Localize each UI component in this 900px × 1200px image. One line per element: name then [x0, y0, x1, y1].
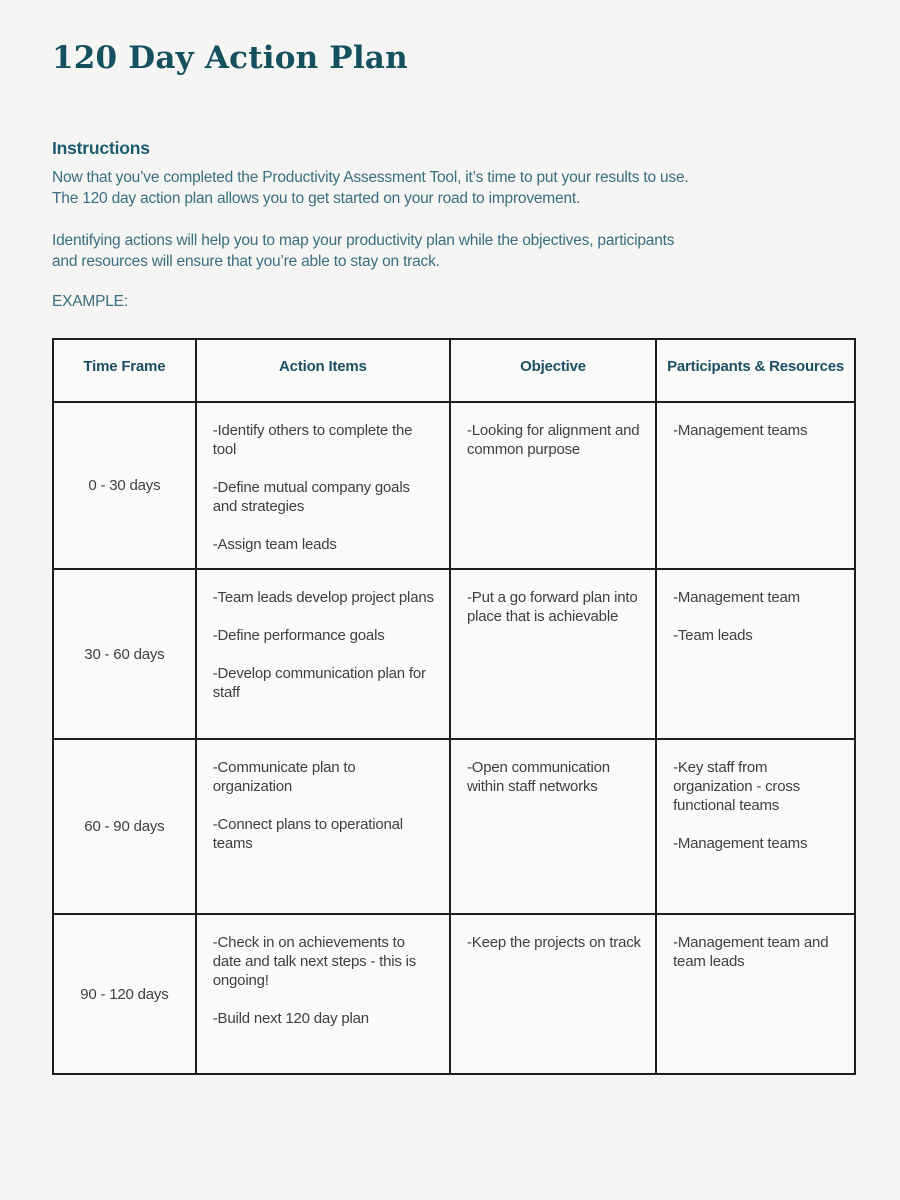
objective-item: -Open communication within staff networks: [466, 759, 610, 795]
action-item: -Check in on achievements to date and talk next steps - this is ongoing!: [212, 934, 417, 989]
intro-paragraph-1-line-2: The 120 day action plan allows you to get started on your road to improvement.: [52, 190, 581, 207]
participants-cell: [656, 402, 855, 569]
time-frame-cell: 30 - 60 days: [53, 569, 196, 739]
action-items-cell: [196, 914, 450, 1074]
intro-paragraph-2-line-2: and resources will ensure that you’re able to stay on track.: [52, 253, 440, 270]
intro-paragraph-2: [52, 230, 852, 272]
action-items-cell: [196, 569, 450, 739]
action-item: -Communicate plan to organization: [212, 759, 356, 795]
objective-item: -Looking for alignment and common purpose: [466, 422, 640, 458]
action-item: -Connect plans to operational teams: [212, 816, 403, 852]
participants-cell: [656, 739, 855, 914]
action-items-cell: [196, 739, 450, 914]
participant-item: -Team leads: [673, 627, 753, 644]
header-action-items: Action Items: [196, 339, 450, 402]
action-item: -Develop communication plan for staff: [212, 665, 426, 701]
participant-item: -Management team: [673, 589, 800, 606]
action-item: -Assign team leads: [212, 536, 337, 553]
action-item: -Define performance goals: [212, 627, 385, 644]
intro-paragraph-1: [52, 167, 852, 209]
participant-item: -Management team and team leads: [673, 934, 829, 970]
time-frame-cell: 90 - 120 days: [53, 914, 196, 1074]
table-row: [53, 402, 855, 569]
time-frame-cell: 0 - 30 days: [53, 402, 196, 569]
instructions-section: [52, 138, 852, 311]
action-plan-table: [52, 338, 856, 1075]
header-time-frame: Time Frame: [53, 339, 196, 402]
objective-cell: [450, 914, 656, 1074]
instructions-heading: Instructions: [52, 138, 150, 158]
objective-cell: [450, 739, 656, 914]
action-items-cell: [196, 402, 450, 569]
header-participants-resources: Participants & Resources: [656, 339, 855, 402]
table-row: [53, 739, 855, 914]
participant-item: -Management teams: [673, 422, 808, 439]
objective-item: -Put a go forward plan into place that is achievable: [466, 589, 638, 625]
action-item: -Team leads develop project plans: [212, 589, 434, 606]
participants-cell: [656, 569, 855, 739]
participant-item: -Management teams: [673, 835, 808, 852]
action-item: -Define mutual company goals and strategies: [212, 479, 410, 515]
time-frame-cell: 60 - 90 days: [53, 739, 196, 914]
intro-paragraph-2-line-1: Identifying actions will help you to map your productivity plan while the objectives, participants: [52, 232, 675, 249]
action-item: -Identify others to complete the tool: [212, 422, 413, 458]
participant-item: -Key staff from organization - cross functional teams: [673, 759, 800, 814]
participants-cell: [656, 914, 855, 1074]
page-title: 120 Day Action Plan: [52, 40, 408, 76]
example-label: EXAMPLE:: [52, 293, 128, 310]
table-row: [53, 914, 855, 1074]
table-header-row: [53, 339, 855, 402]
objective-cell: [450, 569, 656, 739]
objective-item: -Keep the projects on track: [466, 934, 641, 951]
table-row: [53, 569, 855, 739]
intro-paragraph-1-line-1: Now that you’ve completed the Productivity Assessment Tool, it’s time to put your results to use.: [52, 169, 689, 186]
objective-cell: [450, 402, 656, 569]
header-objective: Objective: [450, 339, 656, 402]
action-item: -Build next 120 day plan: [212, 1010, 369, 1027]
